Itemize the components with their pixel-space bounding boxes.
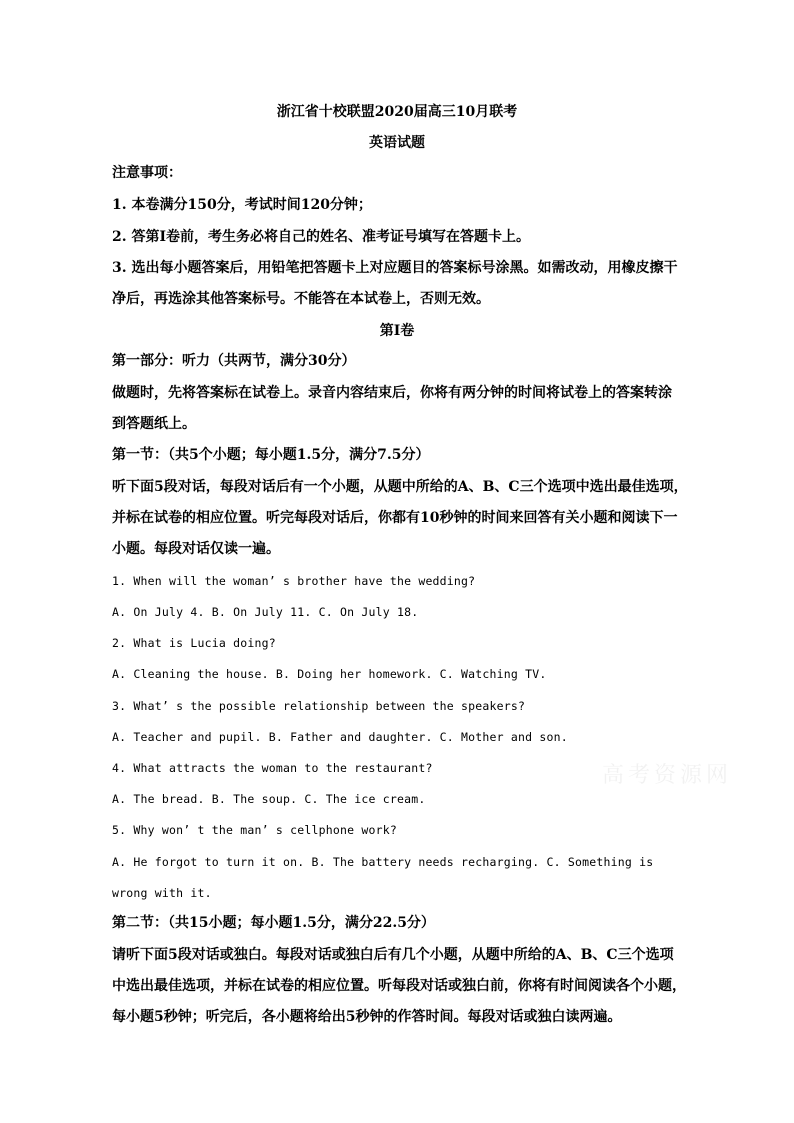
exam-subject: 英语试题 xyxy=(369,135,425,151)
section2-heading: 第二节：（共15小题；每小题1.5分，满分22.5分） xyxy=(112,915,435,931)
question-5: 5. Why won’ t the man’ s cellphone work? xyxy=(112,823,397,837)
part1-instructions-line-1: 做题时，先将答案标在试卷上。录音内容结束后，你将有两分钟的时间将试卷上的答案转涂 xyxy=(112,385,672,401)
notice-heading: 注意事项： xyxy=(112,165,182,181)
question-1-options: A. On July 4. B. On July 11. C. On July 18. xyxy=(112,605,419,619)
section1-instructions-line-1: 听下面5段对话，每段对话后有一个小题，从题中所给的A、B、C三个选项中选出最佳选项， xyxy=(112,479,688,495)
section1-heading: 第一节：（共5个小题；每小题1.5分，满分7.5分） xyxy=(112,447,430,463)
question-1: 1. When will the woman’ s brother have the wedding? xyxy=(112,574,476,588)
part1-instructions-line-2: 到答题纸上。 xyxy=(112,416,196,432)
notice-item-1: 1. 本卷满分150分，考试时间120分钟； xyxy=(112,197,372,213)
section2-instructions-line-2: 中选出最佳选项，并标在试卷的相应位置。听每段对话或独白前，你将有时间阅读各个小题， xyxy=(112,978,686,994)
notice-item-2: 2. 答第Ⅰ卷前，考生务必将自己的姓名、准考证号填写在答题卡上。 xyxy=(112,229,531,245)
question-4-options: A. The bread. B. The soup. C. The ice cream. xyxy=(112,792,426,806)
part1-heading: 第一部分：听力（共两节，满分30分） xyxy=(112,353,356,369)
section2-instructions-line-3: 每小题5秒钟；听完后，各小题将给出5秒钟的作答时间。每段对话或独白读两遍。 xyxy=(112,1009,622,1025)
question-3-options: A. Teacher and pupil. B. Father and daughter. C. Mother and son. xyxy=(112,730,568,744)
notice-item-3-cont: 净后，再选涂其他答案标号。不能答在本试卷上，否则无效。 xyxy=(112,291,490,307)
volume-heading: 第Ⅰ卷 xyxy=(379,323,415,339)
question-5-options: A. He forgot to turn it on. B. The battery needs recharging. C. Something is xyxy=(112,855,654,869)
section1-instructions-line-3: 小题。每段对话仅读一遍。 xyxy=(112,541,280,557)
question-2-options: A. Cleaning the house. B. Doing her homework. C. Watching TV. xyxy=(112,667,547,681)
question-4: 4. What attracts the woman to the restaurant? xyxy=(112,761,433,775)
section1-instructions-line-2: 并标在试卷的相应位置。听完每段对话后，你都有10秒钟的时间来回答有关小题和阅读下一 xyxy=(112,510,678,526)
watermark: 高考资源网 xyxy=(602,763,733,788)
question-3: 3. What’ s the possible relationship between the speakers? xyxy=(112,699,526,713)
question-2: 2. What is Lucia doing? xyxy=(112,636,276,650)
exam-title: 浙江省十校联盟2020届高三10月联考 xyxy=(276,104,518,120)
question-5-options-cont: wrong with it. xyxy=(112,886,212,900)
section2-instructions-line-1: 请听下面5段对话或独白。每段对话或独白后有几个小题，从题中所给的A、B、C三个选项 xyxy=(112,947,674,963)
notice-item-3: 3. 选出每小题答案后，用铅笔把答题卡上对应题目的答案标号涂黑。如需改动，用橡皮擦干 xyxy=(112,260,678,276)
